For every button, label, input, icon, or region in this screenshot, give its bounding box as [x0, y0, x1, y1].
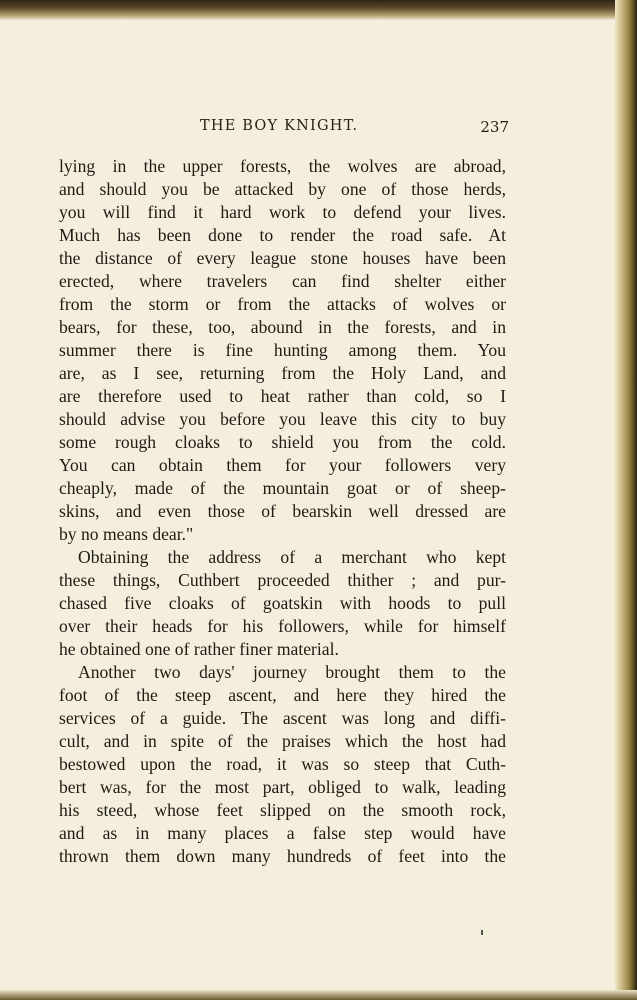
- text-line: his steed, whose feet slipped on the smooth rock,: [59, 800, 506, 820]
- text-line: over their heads for his followers, while for himself: [59, 616, 506, 636]
- text-line: are therefore used to heat rather than cold, so I: [59, 386, 506, 406]
- text-line: he obtained one of rather finer material.: [59, 639, 339, 659]
- text-line: skins, and even those of bearskin well dressed are: [59, 501, 506, 521]
- page-number: 237: [480, 118, 509, 136]
- text-line: some rough cloaks to shield you from the cold.: [59, 432, 506, 452]
- page-speck: [481, 930, 483, 935]
- page-body: [59, 155, 506, 868]
- text-line: bestowed upon the road, it was so steep that Cuth-: [59, 754, 506, 774]
- text-line: these things, Cuthbert proceeded thither ; and pur-: [59, 570, 506, 590]
- text-line: you will find it hard work to defend your lives.: [59, 202, 506, 222]
- text-line: Another two days' journey brought them to the: [78, 662, 506, 682]
- text-line: foot of the steep ascent, and here they hired the: [59, 685, 506, 705]
- text-line: erected, where travelers can find shelter either: [59, 271, 506, 291]
- text-line: services of a guide. The ascent was long and diffi-: [59, 708, 506, 728]
- text-line: bears, for these, too, abound in the forests, and in: [59, 317, 506, 337]
- page-spine-edge: [615, 0, 637, 1000]
- text-line: thrown them down many hundreds of feet into the: [59, 846, 506, 866]
- text-line: chased five cloaks of goatskin with hoods to pull: [59, 593, 506, 613]
- text-line: bert was, for the most part, obliged to walk, leading: [59, 777, 506, 797]
- text-line: cheaply, made of the mountain goat or of sheep-: [59, 478, 506, 498]
- text-line: are, as I see, returning from the Holy Land, and: [59, 363, 506, 383]
- text-line: lying in the upper forests, the wolves are abroad,: [59, 156, 506, 176]
- text-line: and as in many places a false step would have: [59, 823, 506, 843]
- text-line: and should you be attacked by one of those herds,: [59, 179, 506, 199]
- text-line: should advise you before you leave this city to buy: [59, 409, 506, 429]
- text-line: by no means dear.": [59, 524, 194, 544]
- text-line: Obtaining the address of a merchant who kept: [78, 547, 506, 567]
- text-line: summer there is fine hunting among them. You: [59, 340, 506, 360]
- page-header: [58, 118, 509, 140]
- text-line: cult, and in spite of the praises which the host had: [59, 731, 506, 751]
- text-line: from the storm or from the attacks of wolves or: [59, 294, 506, 314]
- page-bottom-edge: [0, 990, 637, 1000]
- text-line: the distance of every league stone houses have been: [59, 248, 506, 268]
- running-head: THE BOY KNIGHT.: [200, 118, 359, 134]
- text-line: You can obtain them for your followers very: [59, 455, 506, 475]
- page-top-edge: [0, 0, 637, 20]
- text-line: Much has been done to render the road safe. At: [59, 225, 506, 245]
